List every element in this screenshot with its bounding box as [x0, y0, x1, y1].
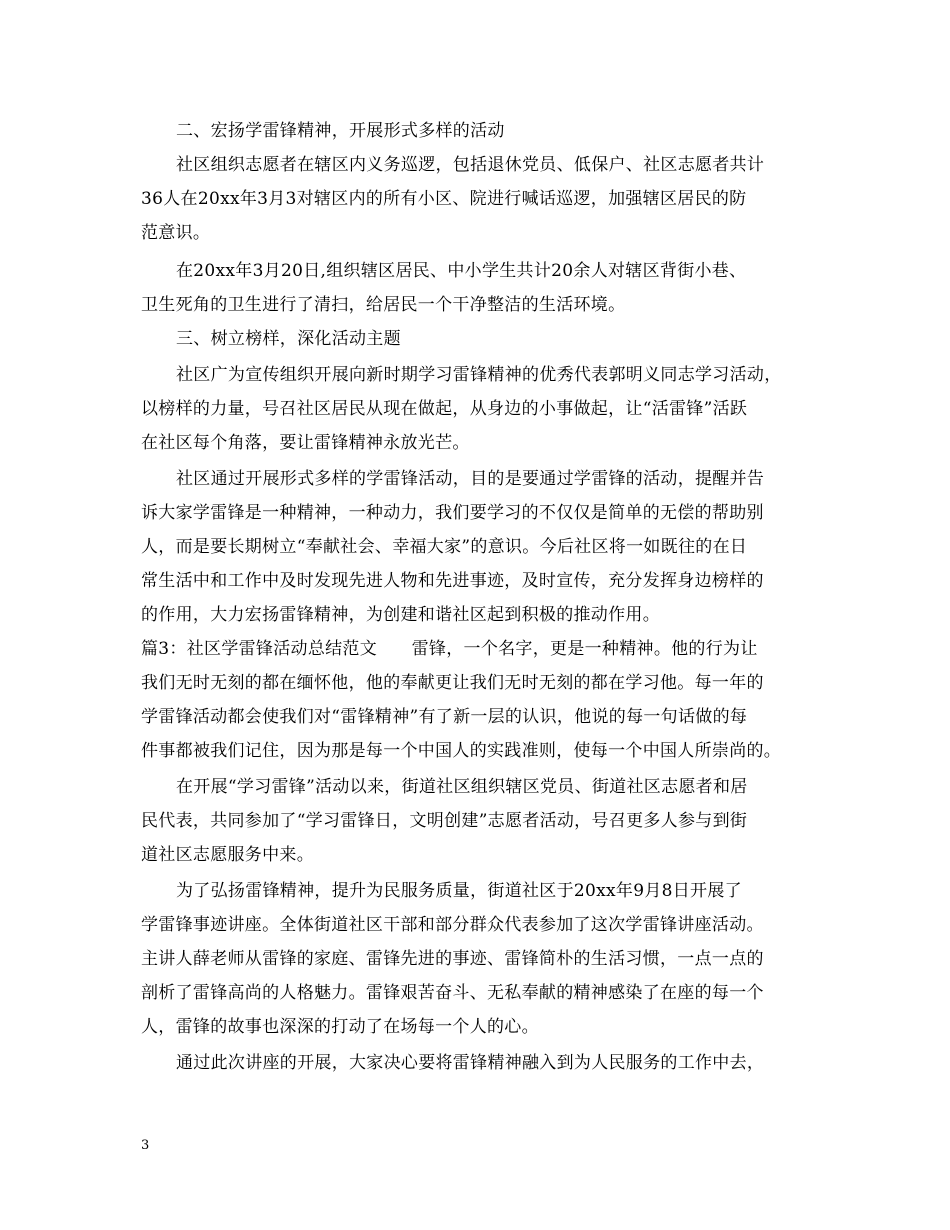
paragraph-line: 人，雷锋的故事也深深的打动了在场每一个人的心。: [141, 1017, 539, 1037]
paragraph-line: 学雷锋活动都会使我们对“雷锋精神”有了新一层的认识，他说的每一句话做的每: [141, 707, 748, 727]
article-heading-3: 篇3：社区学雷锋活动总结范文 雷锋，一个名字，更是一种精神。他的行为让: [141, 639, 758, 659]
paragraph-line: 为了弘扬雷锋精神，提升为民服务质量，街道社区于20xx年9月8日开展了: [176, 881, 742, 901]
page-number: 3: [141, 1138, 150, 1153]
paragraph-line: 社区广为宣传组织开展向新时期学习雷锋精神的优秀代表郭明义同志学习活动，: [176, 365, 782, 385]
paragraph-line: 我们无时无刻的都在缅怀他，他的奉献更让我们无时无刻的都在学习他。每一年的: [141, 673, 764, 693]
paragraph-line: 件事都被我们记住，因为那是每一个中国人的实践准则，使每一个中国人所崇尚的。: [141, 741, 782, 761]
paragraph-line: 在社区每个角落，要让雷锋精神永放光芒。: [141, 433, 470, 453]
paragraph-line: 卫生死角的卫生进行了清扫，给居民一个干净整洁的生活环境。: [141, 295, 626, 315]
paragraph-line: 民代表，共同参加了“学习雷锋日，文明创建”志愿者活动，号召更多人参与到街: [141, 811, 748, 831]
paragraph-line: 学雷锋事迹讲座。全体街道社区干部和部分群众代表参加了这次学雷锋讲座活动。: [141, 915, 764, 935]
paragraph-line: 以榜样的力量，号召社区居民从现在做起，从身边的小事做起，让“活雷锋”活跃: [141, 399, 748, 419]
paragraph-line: 主讲人薛老师从雷锋的家庭、雷锋先进的事迹、雷锋简朴的生活习惯，一点一点的: [141, 949, 764, 969]
paragraph-line: 范意识。: [141, 223, 211, 243]
paragraph-line: 通过此次讲座的开展，大家决心要将雷锋精神融入到为人民服务的工作中去，: [176, 1053, 765, 1073]
paragraph-line: 常生活中和工作中及时发现先进人物和先进事迹，及时宣传，充分发挥身边榜样的: [141, 571, 764, 591]
paragraph-line: 社区组织志愿者在辖区内义务巡逻，包括退休党员、低保户、社区志愿者共计: [176, 155, 765, 175]
paragraph-line: 在20xx年3月20日,组织辖区居民、中小学生共计20余人对辖区背街小巷、: [176, 261, 747, 281]
section-heading-3: 三、树立榜样，深化活动主题: [176, 329, 401, 349]
paragraph-line: 诉大家学雷锋是一种精神，一种动力，我们要学习的不仅仅是简单的无偿的帮助别: [141, 503, 764, 523]
paragraph-line: 道社区志愿服务中来。: [141, 845, 314, 865]
paragraph-line: 剖析了雷锋高尚的人格魅力。雷锋艰苦奋斗、无私奉献的精神感染了在座的每一个: [141, 983, 764, 1003]
paragraph-line: 的作用，大力宏扬雷锋精神，为创建和谐社区起到积极的推动作用。: [141, 605, 660, 625]
paragraph-line: 36人在20xx年3月3对辖区内的所有小区、院进行喊话巡逻，加强辖区居民的防: [141, 189, 747, 209]
paragraph-line: 人，而是要长期树立“奉献社会、幸福大家”的意识。今后社区将一如既往的在日: [141, 537, 748, 557]
paragraph-line: 社区通过开展形式多样的学雷锋活动，目的是要通过学雷锋的活动，提醒并告: [176, 469, 765, 489]
section-heading-2: 二、宏扬学雷锋精神，开展形式多样的活动: [176, 121, 505, 141]
paragraph-line: 在开展“学习雷锋”活动以来，街道社区组织辖区党员、街道社区志愿者和居: [176, 777, 748, 797]
